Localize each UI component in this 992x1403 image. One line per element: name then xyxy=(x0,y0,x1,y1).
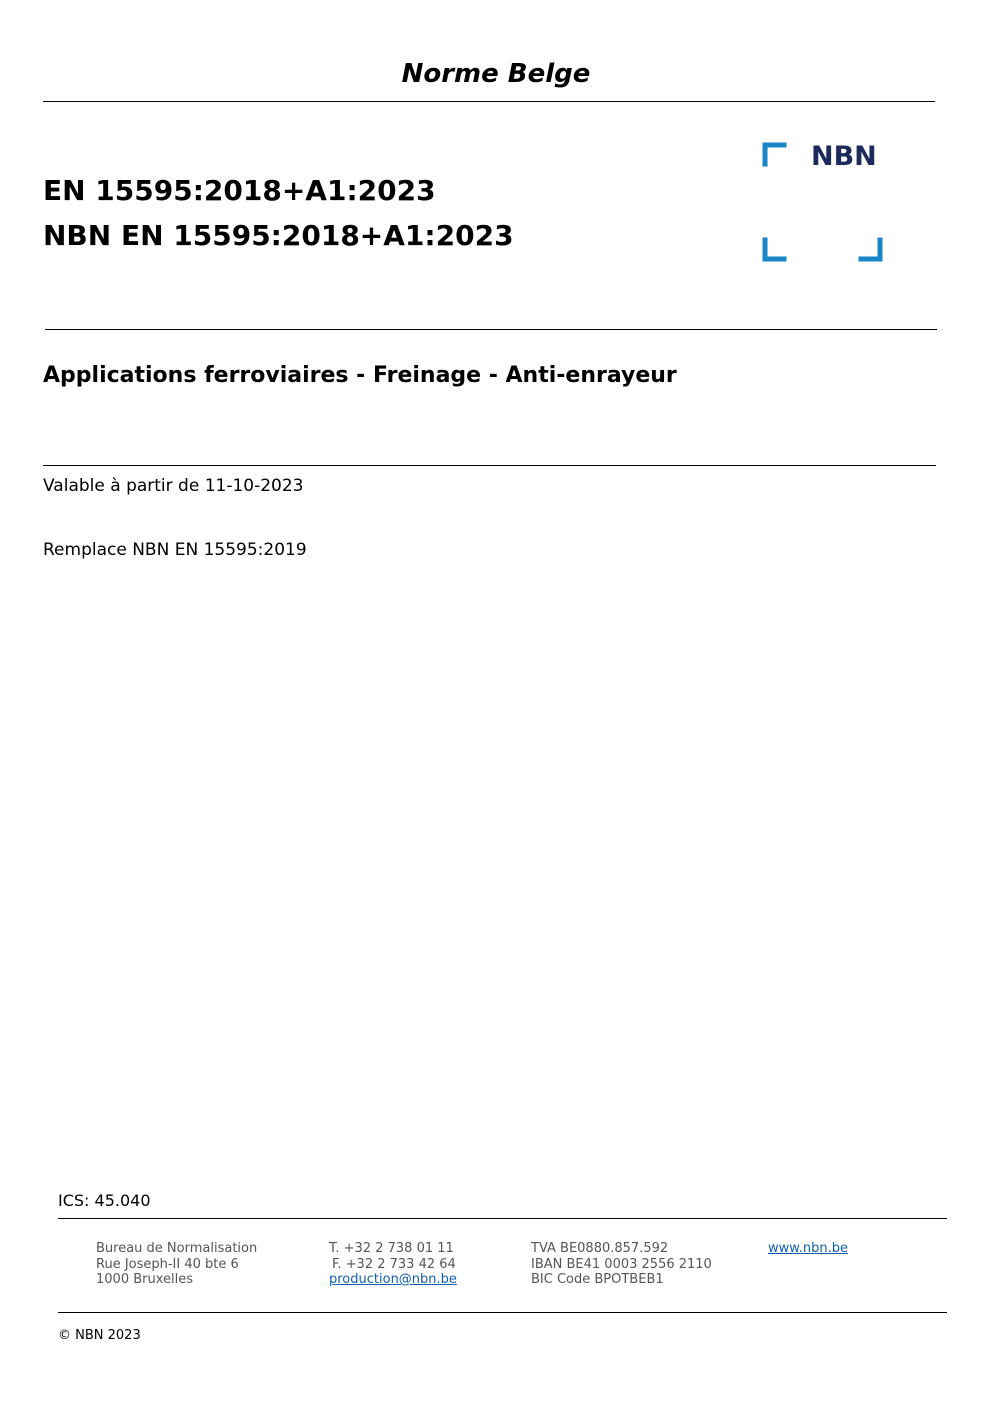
en-standard-number: EN 15595:2018+A1:2023 xyxy=(43,174,436,207)
footer-banking xyxy=(531,1241,712,1288)
logo-corner-top-left xyxy=(765,145,784,164)
footer-top-divider xyxy=(58,1218,947,1219)
footer-website xyxy=(768,1241,848,1257)
ics-code: ICS: 45.040 xyxy=(58,1191,151,1210)
footer-bottom-divider xyxy=(58,1312,947,1313)
footer-address-line-2: Rue Joseph-II 40 bte 6 xyxy=(96,1256,239,1272)
logo-corner-bottom-right xyxy=(861,240,880,259)
nbn-logo xyxy=(760,140,888,264)
nbn-logo-text: NBN xyxy=(811,141,877,172)
standard-subject-title: Applications ferroviaires - Freinage - Anti-enrayeur xyxy=(43,363,677,388)
valid-from-text: Valable à partir de 11-10-2023 xyxy=(43,476,304,496)
document-header-title: Norme Belge xyxy=(401,59,591,89)
footer-address-line-1: Bureau de Normalisation xyxy=(96,1241,258,1256)
footer-iban: IBAN BE41 0003 2556 2110 xyxy=(531,1256,712,1272)
copyright-text: © NBN 2023 xyxy=(58,1328,141,1343)
replaces-text: Remplace NBN EN 15595:2019 xyxy=(43,540,307,560)
footer-address xyxy=(96,1241,257,1288)
footer-email-link[interactable]: production@nbn.be xyxy=(329,1272,457,1287)
footer-vat: TVA BE0880.857.592 xyxy=(531,1241,669,1256)
footer-fax: F. +32 2 733 42 64 xyxy=(332,1256,456,1272)
footer-bic: BIC Code BPOTBEB1 xyxy=(531,1272,664,1287)
footer-address-line-3: 1000 Bruxelles xyxy=(96,1272,194,1287)
footer-website-link[interactable]: www.nbn.be xyxy=(768,1241,848,1256)
nbn-logo-graphic xyxy=(760,140,888,264)
footer-contact xyxy=(329,1241,457,1288)
title-divider xyxy=(45,329,937,330)
logo-corner-bottom-left xyxy=(765,240,784,259)
subject-divider xyxy=(43,465,936,466)
nbn-standard-number: NBN EN 15595:2018+A1:2023 xyxy=(43,219,514,252)
header-divider xyxy=(43,101,935,102)
footer-phone: T. +32 2 738 01 11 xyxy=(329,1241,454,1256)
